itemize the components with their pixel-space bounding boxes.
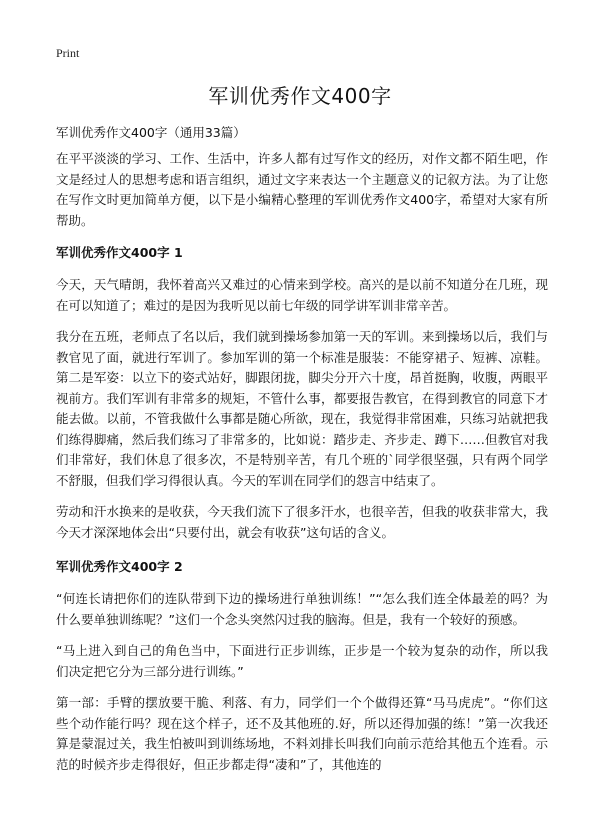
section-1-paragraph-2: 我分在五班，老师点了名以后，我们就到操场参加第一天的军训。来到操场以后，我们与教官见了面，就进行军训了。参加军训的第一个标准是服装：不能穿裙子、短裤、凉鞋。第二是军姿：以立下的姿式站好，脚跟闭拢，脚尖分开六十度，昂首挺胸，收腹，两眼平视前方。我们军训有非常多的规矩，不管什么事，都要报告教官，在得到教官的同意下才能去做。以前，不管我做什么事都是随心所欲，现在，我觉得非常困难，只练习站就把我们练得脚痛，然后我们练习了非常多的，比如说：踏步走、齐步走、蹲下……但教官对我们非常好，我们休息了很多次，不是特别辛苦，有几个班的`同学很坚强，只有两个同学不舒服，但我们学习得很认真。今天的军训在同学们的怨言中结束了。 <box>56 329 548 488</box>
section-heading-2: 军训优秀作文400字 2 <box>56 559 183 574</box>
section-2-paragraph-2: “马上进入到自己的角色当中，下面进行正步训练，正步是一个较为复杂的动作，所以我们决定把它分为三部分进行训练。” <box>56 643 548 679</box>
article-body <box>56 149 548 786</box>
intro-paragraph: 在平平淡淡的学习、工作、生活中，许多人都有过写作文的经历，对作文都不陌生吧，作文是经过人的思想考虑和语言组织，通过文字来表达一个主题意义的记叙方法。为了让您在写作文时更加简单方便，以下是小编精心整理的军训优秀作文400字，希望对大家有所帮助。 <box>56 151 548 228</box>
section-1-paragraph-1: 今天，天气晴朗，我怀着高兴又难过的心情来到学校。高兴的是以前不知道分在几班，现在可以知道了；难过的是因为我听见以前七年级的同学讲军训非常辛苦。 <box>56 277 548 313</box>
section-2-paragraph-1: “何连长请把你们的连队带到下边的操场进行单独训练！”“怎么我们连全体最差的吗？为什么要单独训练呢？”这们一个念头突然闪过我的脑海。但是，我有一个较好的预感。 <box>56 591 548 627</box>
page-title: 军训优秀作文400字 <box>208 84 392 108</box>
document-subtitle: 军训优秀作文400字（通用33篇） <box>56 125 246 140</box>
print-link[interactable]: Print <box>56 46 80 60</box>
section-heading-1: 军训优秀作文400字 1 <box>56 245 183 260</box>
section-1-paragraph-3: 劳动和汗水换来的是收获，今天我们流下了很多汗水，也很辛苦，但我的收获非常大，我今天才深深地体会出“只要付出，就会有收获”这句话的含义。 <box>56 504 548 540</box>
section-2-paragraph-3: 第一部：手臂的摆放要干脆、利落、有力，同学们一个个做得还算“马马虎虎”。“你们这些个动作能行吗？现在这个样子，还不及其他班的.好，所以还得加强的练！”第一次我还算是蒙混过关，我生怕被叫到训练场地，不料刘排长叫我们向前示范给其他五个连看。示范的时候齐步走得很好，但正步都走得“凄和”了，其他连的 <box>56 695 548 772</box>
